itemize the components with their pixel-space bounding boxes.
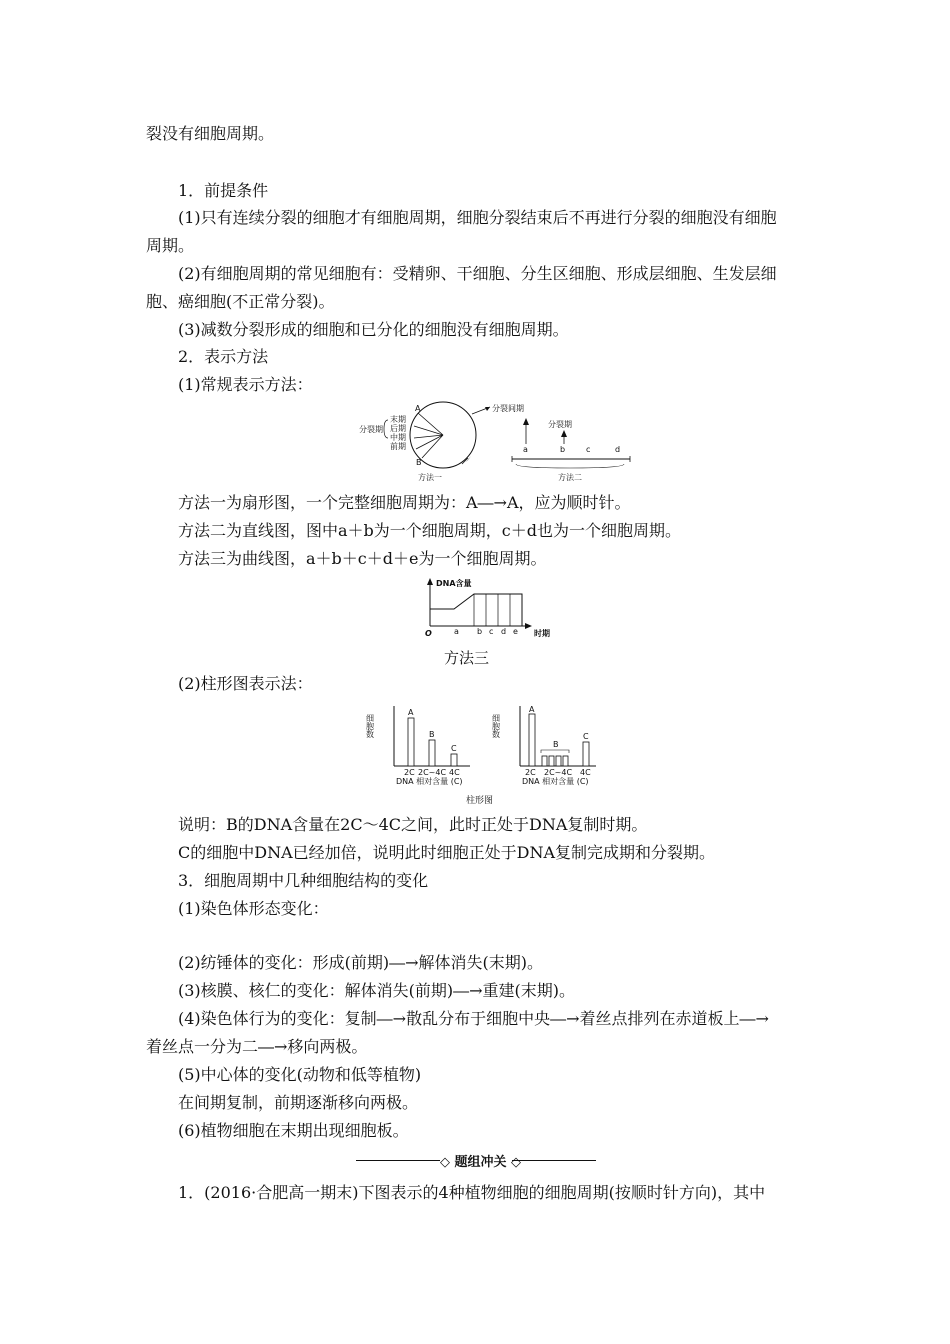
bar-tick: 2C [404, 768, 415, 777]
curve-tick: c [489, 627, 494, 636]
bar-label: B [429, 730, 435, 739]
bar-label: B [553, 740, 559, 749]
pie-phase-label: 前期 [390, 442, 406, 451]
curve-tick: e [513, 627, 518, 636]
text-line: (2)纺锤体的变化：形成(前期)―→解体消失(末期)。 [178, 953, 544, 972]
bar-caption: 柱形图 [466, 796, 494, 806]
text-line: (6)植物细胞在末期出现细胞板。 [178, 1121, 409, 1140]
text-line: 方法二为直线图，图中a＋b为一个细胞周期，c＋d也为一个细胞周期。 [178, 521, 681, 540]
bar-xlabel: DNA 相对含量 (C) [396, 777, 463, 786]
heading-2: 2．表示方法 [178, 347, 269, 366]
text-line: 方法一为扇形图，一个完整细胞周期为：A―→A，应为顺时针。 [178, 493, 631, 512]
line-mitosis-label: 分裂期 [548, 420, 572, 429]
curve-tick: b [477, 627, 483, 636]
section-divider [356, 1150, 596, 1170]
text-line: 周期。 [146, 236, 195, 255]
heading-1: 1．前提条件 [178, 181, 269, 200]
curve-ylabel: DNA含量 [436, 579, 472, 588]
curve-xlabel: 时期 [534, 629, 550, 638]
bar-ylabel: 细胞数 [491, 714, 501, 738]
pie-phase-label: 后期 [390, 424, 406, 433]
text-line: (1)常规表示方法： [178, 375, 313, 394]
figure-bar-chart-right [491, 704, 606, 786]
line-point: a [523, 445, 528, 454]
bar-tick: 2C~4C [544, 768, 573, 777]
bar-tick: 2C~4C [418, 768, 447, 777]
text-line: 说明：B的DNA含量在2C～4C之间，此时正处于DNA复制时期。 [178, 815, 648, 834]
bar-ylabel: 细胞数 [365, 714, 375, 738]
bar-tick: 2C [525, 768, 536, 777]
pie-interphase-label: 分裂间期 [492, 404, 524, 413]
text-line: (2)柱形图表示法： [178, 674, 313, 693]
heading-3: 3．细胞周期中几种细胞结构的变化 [178, 871, 429, 890]
figure-line-method2 [508, 414, 638, 484]
line-point: d [615, 445, 621, 454]
bar-tick: 4C [449, 768, 460, 777]
bar-label: C [583, 732, 589, 741]
text-line: (3)减数分裂形成的细胞和已分化的细胞没有细胞周期。 [178, 320, 569, 339]
curve-origin: O [425, 629, 432, 638]
text-line: 裂没有细胞周期。 [146, 124, 275, 143]
figure-curve-method3 [424, 576, 584, 638]
line-caption: 方法二 [558, 473, 582, 482]
text-line: (2)有细胞周期的常见细胞有：受精卵、干细胞、分生区细胞、形成层细胞、生发层细 [178, 264, 777, 283]
bar-label: A [408, 708, 414, 717]
curve-tick: a [454, 627, 459, 636]
text-line: 着丝点一分为二―→移向两极。 [146, 1037, 368, 1056]
exercise-text: 1．(2016·合肥高一期末)下图表示的4种植物细胞的细胞周期(按顺时针方向)，其中 [178, 1183, 766, 1202]
figure-bar-chart-left [365, 704, 480, 786]
pie-phase-label: 末期 [390, 415, 406, 424]
text-line: (5)中心体的变化(动物和低等植物) [178, 1065, 422, 1084]
text-line: 胞、癌细胞(不正常分裂)。 [146, 292, 335, 311]
figure-caption: 方法三 [444, 649, 490, 667]
text-line: 在间期复制，前期逐渐移向两极。 [178, 1093, 419, 1112]
curve-tick: d [501, 627, 507, 636]
text-line: (4)染色体行为的变化：复制―→散乱分布于细胞中央―→着丝点排列在赤道板上―→ [178, 1009, 769, 1028]
text-line: (1)染色体形态变化： [178, 899, 329, 918]
pie-point-b: B [416, 458, 422, 467]
section-title: ◇ 题组冲关 ◇ [440, 1155, 522, 1170]
text-line: (1)只有连续分裂的细胞才有细胞周期，细胞分裂结束后不再进行分裂的细胞没有细胞 [178, 208, 777, 227]
text-line: (3)核膜、核仁的变化：解体消失(前期)―→重建(末期)。 [178, 981, 576, 1000]
text-line: 方法三为曲线图，a＋b＋c＋d＋e为一个细胞周期。 [178, 549, 547, 568]
pie-phase-label: 中期 [390, 433, 406, 442]
pie-left-label: 分裂期 [359, 425, 383, 434]
bar-label: A [529, 705, 535, 714]
bar-tick: 4C [580, 768, 591, 777]
bar-xlabel: DNA 相对含量 (C) [522, 777, 589, 786]
line-point: c [586, 445, 591, 454]
line-point: b [560, 445, 566, 454]
pie-caption: 方法一 [418, 473, 442, 482]
bar-label: C [451, 744, 457, 753]
pie-point-a: A [415, 404, 421, 413]
text-line: C的细胞中DNA已经加倍，说明此时细胞正处于DNA复制完成期和分裂期。 [178, 843, 716, 862]
